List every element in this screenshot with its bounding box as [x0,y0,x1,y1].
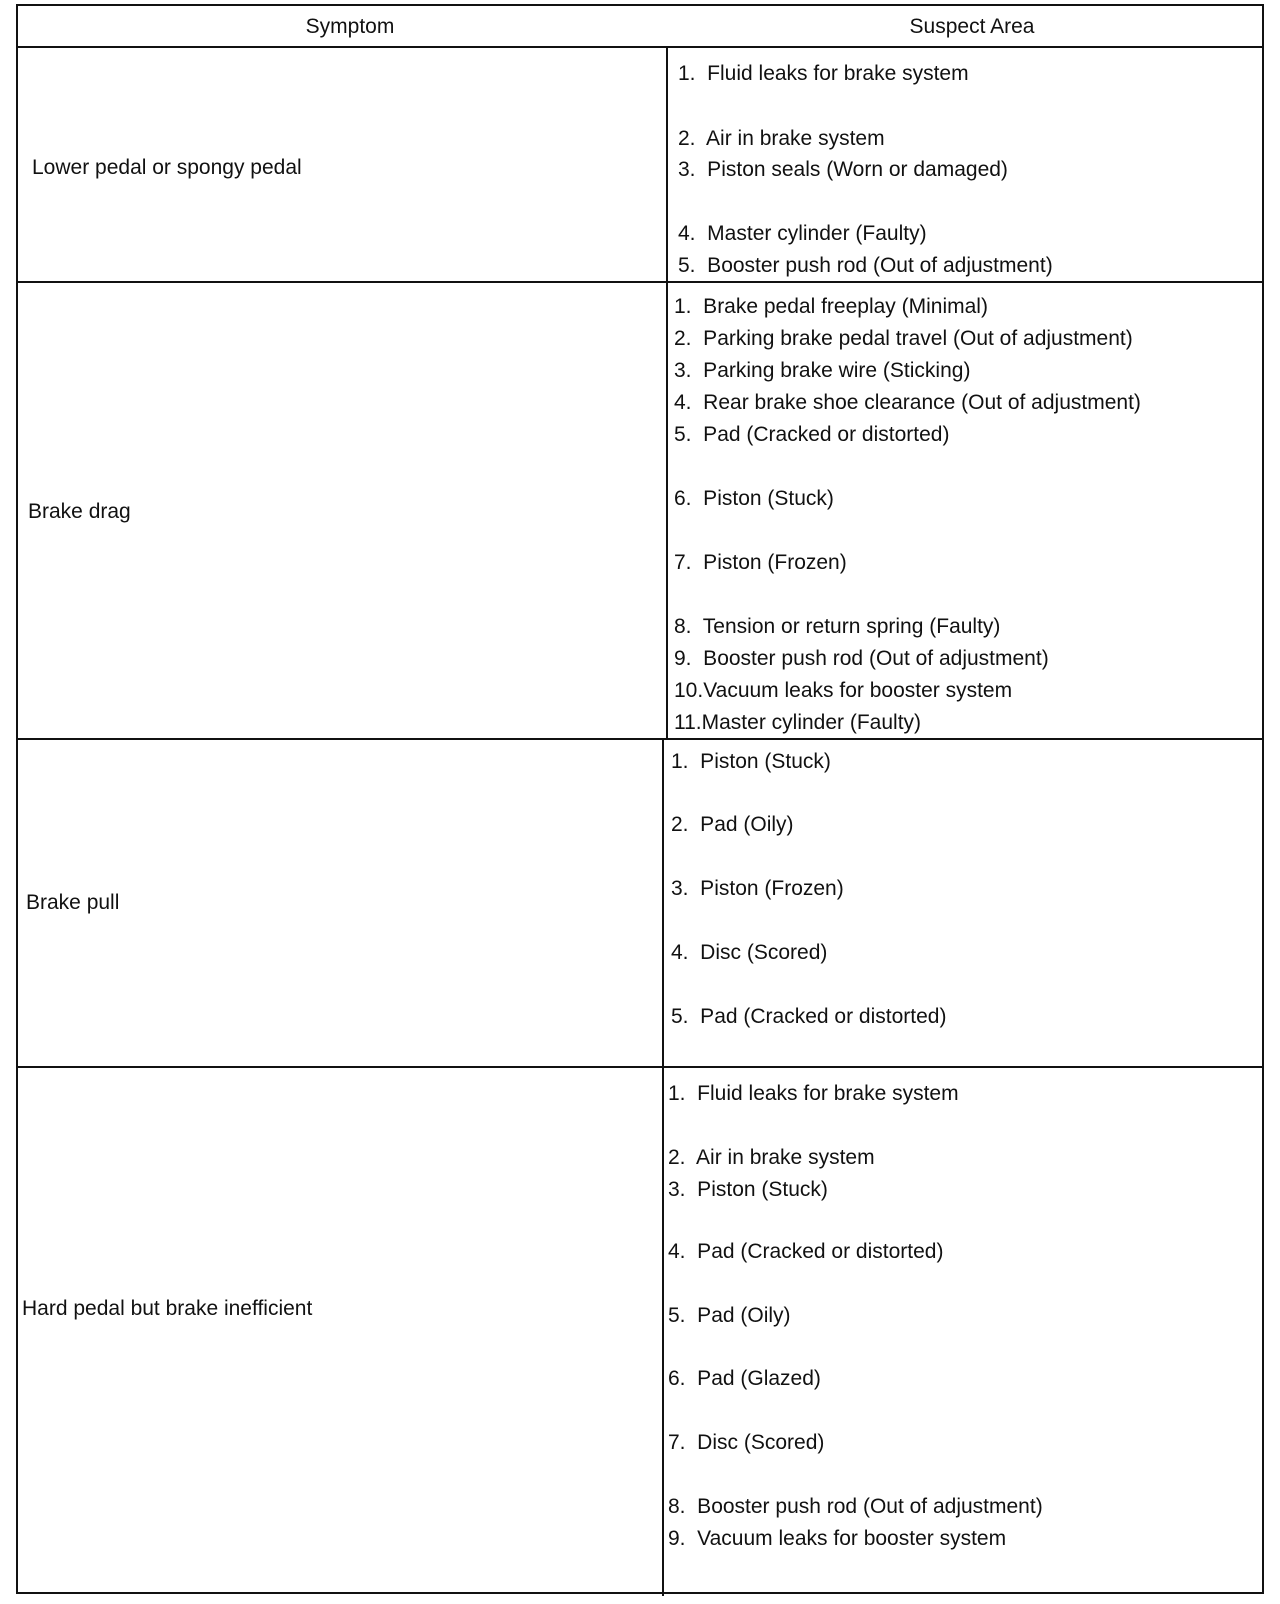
suspect-area-item: 4. Pad (Cracked or distorted) [668,1240,944,1263]
suspect-area-item: 1. Brake pedal freeplay (Minimal) [674,295,988,318]
suspect-area-item: 2. Air in brake system [678,127,885,150]
suspect-area-item: 3. Piston (Frozen) [671,877,844,900]
column-divider [662,1068,664,1596]
suspect-area-item: 4. Master cylinder (Faulty) [678,222,927,245]
table-row [18,46,1262,281]
suspect-area-item: 8. Booster push rod (Out of adjustment) [668,1495,1043,1518]
suspect-area-item: 2. Parking brake pedal travel (Out of adjustment) [674,327,1133,350]
suspect-area-column-header: Suspect Area [909,15,1035,38]
suspect-area-item: 5. Pad (Cracked or distorted) [674,423,950,446]
table-row [18,1066,1262,1596]
suspect-area-item: 6. Piston (Stuck) [674,487,834,510]
suspect-area-item: 4. Rear brake shoe clearance (Out of adjustment) [674,391,1141,414]
suspect-area-item: 2. Air in brake system [668,1146,875,1169]
symptom-cell: Brake pull [26,891,120,914]
suspect-area-item: 3. Parking brake wire (Sticking) [674,359,971,382]
suspect-area-item: 7. Piston (Frozen) [674,551,847,574]
column-divider [666,48,668,281]
table-row [18,738,1262,1066]
suspect-area-item: 9. Vacuum leaks for booster system [668,1527,1007,1550]
suspect-area-item: 1. Piston (Stuck) [671,750,831,773]
suspect-area-item: 4. Disc (Scored) [671,941,828,964]
suspect-area-item: 5. Pad (Oily) [668,1304,791,1327]
suspect-area-item: 7. Disc (Scored) [668,1431,825,1454]
suspect-area-item: 2. Pad (Oily) [671,813,794,836]
column-divider [666,283,668,738]
troubleshooting-table [16,4,1264,1594]
symptom-cell: Hard pedal but brake inefficient [22,1297,313,1320]
suspect-area-item: 3. Piston seals (Worn or damaged) [678,158,1008,181]
table-header-row [18,6,1262,48]
suspect-area-item: 3. Piston (Stuck) [668,1178,828,1201]
suspect-area-item: 6. Pad (Glazed) [668,1367,821,1390]
table-row [18,281,1262,738]
suspect-area-item: 5. Pad (Cracked or distorted) [671,1005,947,1028]
symptom-cell: Lower pedal or spongy pedal [32,156,302,179]
suspect-area-item: 1. Fluid leaks for brake system [668,1082,959,1105]
suspect-area-item: 5. Booster push rod (Out of adjustment) [678,254,1053,277]
suspect-area-item: 11.Master cylinder (Faulty) [674,711,922,734]
suspect-area-item: 10.Vacuum leaks for booster system [674,679,1013,702]
suspect-area-item: 8. Tension or return spring (Faulty) [674,615,1001,638]
symptom-column-header: Symptom [305,15,395,38]
suspect-area-item: 9. Booster push rod (Out of adjustment) [674,647,1049,670]
suspect-area-item: 1. Fluid leaks for brake system [678,62,969,85]
column-divider [662,740,664,1066]
symptom-cell: Brake drag [28,500,131,523]
